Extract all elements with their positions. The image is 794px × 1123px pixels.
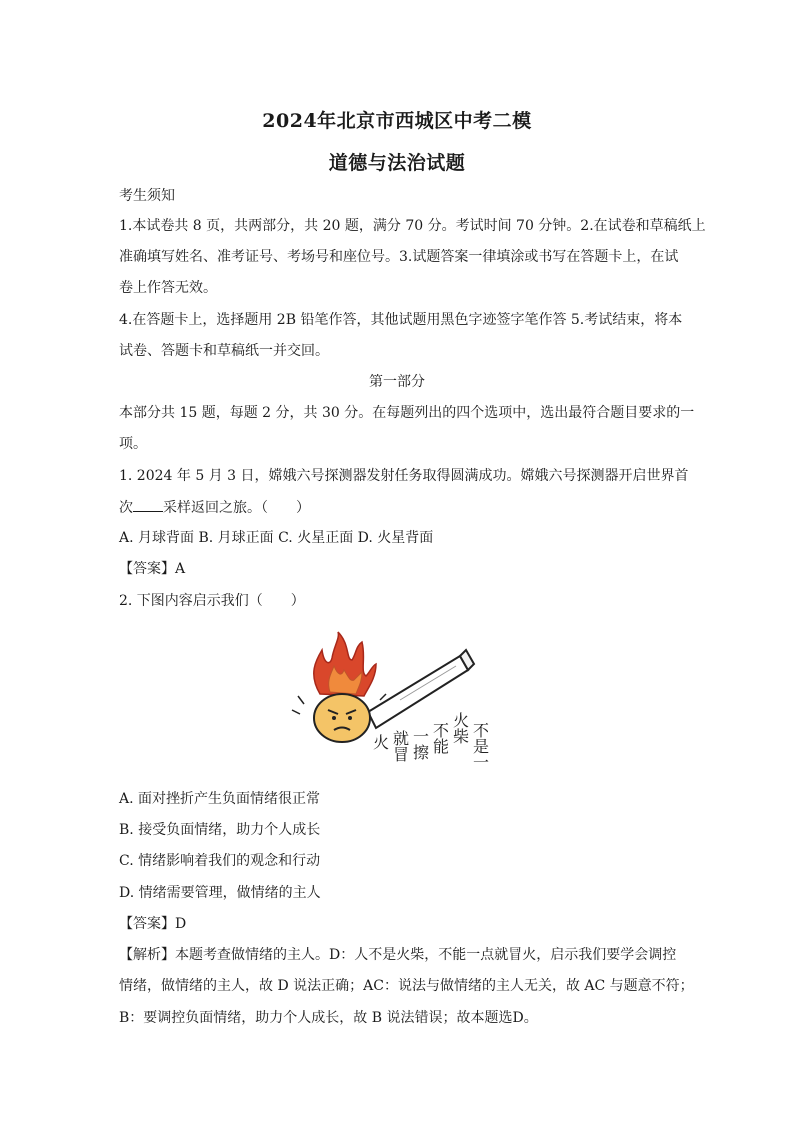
q1-stem: 1. 2024 年 5 月 3 日，嫦娥六号探测器发射任务取得圆满成功。嫦娥六号探测器开启世界首 bbox=[119, 468, 689, 484]
caption-col: 不能 bbox=[430, 722, 450, 754]
q1-options: A. 月球背面 B. 月球正面 C. 火星正面 D. 火星背面 bbox=[119, 530, 434, 546]
caption-col: 不是一 bbox=[470, 722, 490, 770]
notice-line: 准确填写姓名、准考证号、考场号和座位号。3.试题答案一律填涂或书写在答题卡上，在试 bbox=[119, 249, 679, 265]
q2-option-a: A. 面对挫折产生负面情绪很正常 bbox=[119, 791, 321, 807]
page-subtitle: 道德与法治试题 bbox=[328, 152, 466, 174]
q2-option-c: C. 情绪影响着我们的观念和行动 bbox=[119, 853, 321, 869]
q1-stem-before-blank: 次 bbox=[119, 500, 133, 516]
q2-option-d: D. 情绪需要管理，做情绪的主人 bbox=[119, 885, 321, 901]
q2-analysis: 【解析】本题考查做情绪的主人。D：人不是火柴，不能一点就冒火，启示我们要学会调控 bbox=[119, 947, 677, 963]
q2-cartoon-figure bbox=[280, 630, 510, 780]
notice-line: 卷上作答无效。 bbox=[119, 280, 217, 296]
part-heading: 第一部分 bbox=[369, 374, 425, 390]
part-intro: 项。 bbox=[119, 436, 147, 452]
q2-option-b: B. 接受负面情绪，助力个人成长 bbox=[119, 822, 321, 838]
notice-line: 4.在答题卡上，选择题用 2B 铅笔作答，其他试题用黑色字迹签字笔作答 5.考试结束，将本 bbox=[119, 312, 683, 328]
page-title: 2024年北京市西城区中考二模 bbox=[262, 110, 532, 132]
notice-line: 试卷、答题卡和草稿纸一并交回。 bbox=[119, 343, 329, 359]
q2-answer: 【答案】D bbox=[119, 916, 187, 932]
caption-col: 火 bbox=[370, 734, 390, 750]
caption-col: 一擦 bbox=[410, 728, 430, 760]
notice-line: 1.本试卷共 8 页，共两部分，共 20 题，满分 70 分。考试时间 70 分钟。2.在试卷和草稿纸上 bbox=[119, 218, 706, 234]
q2-stem: 2. 下图内容启示我们（ ） bbox=[119, 593, 305, 609]
q2-analysis: 情绪，做情绪的主人，故 D 说法正确；AC：说法与做情绪的主人无关，故 AC 与题意不符； bbox=[119, 978, 694, 994]
match-cartoon-illustration bbox=[280, 630, 510, 780]
q2-analysis: B：要调控负面情绪，助力个人成长，故 B 说法错误；故本题选D。 bbox=[119, 1010, 538, 1026]
q1-stem-continued bbox=[119, 497, 684, 518]
q1-answer-blank bbox=[133, 497, 163, 512]
part-intro: 本部分共 15 题，每题 2 分，共 30 分。在每题列出的四个选项中，选出最符合题目要求的一 bbox=[119, 405, 695, 421]
caption-col: 就冒 bbox=[390, 730, 410, 762]
q1-answer: 【答案】A bbox=[119, 561, 186, 577]
caption-col: 火柴 bbox=[450, 712, 470, 744]
flame-icon bbox=[314, 632, 376, 696]
q1-stem-after-blank: 采样返回之旅。（ ） bbox=[163, 500, 310, 516]
notice-heading: 考生须知 bbox=[119, 188, 175, 204]
